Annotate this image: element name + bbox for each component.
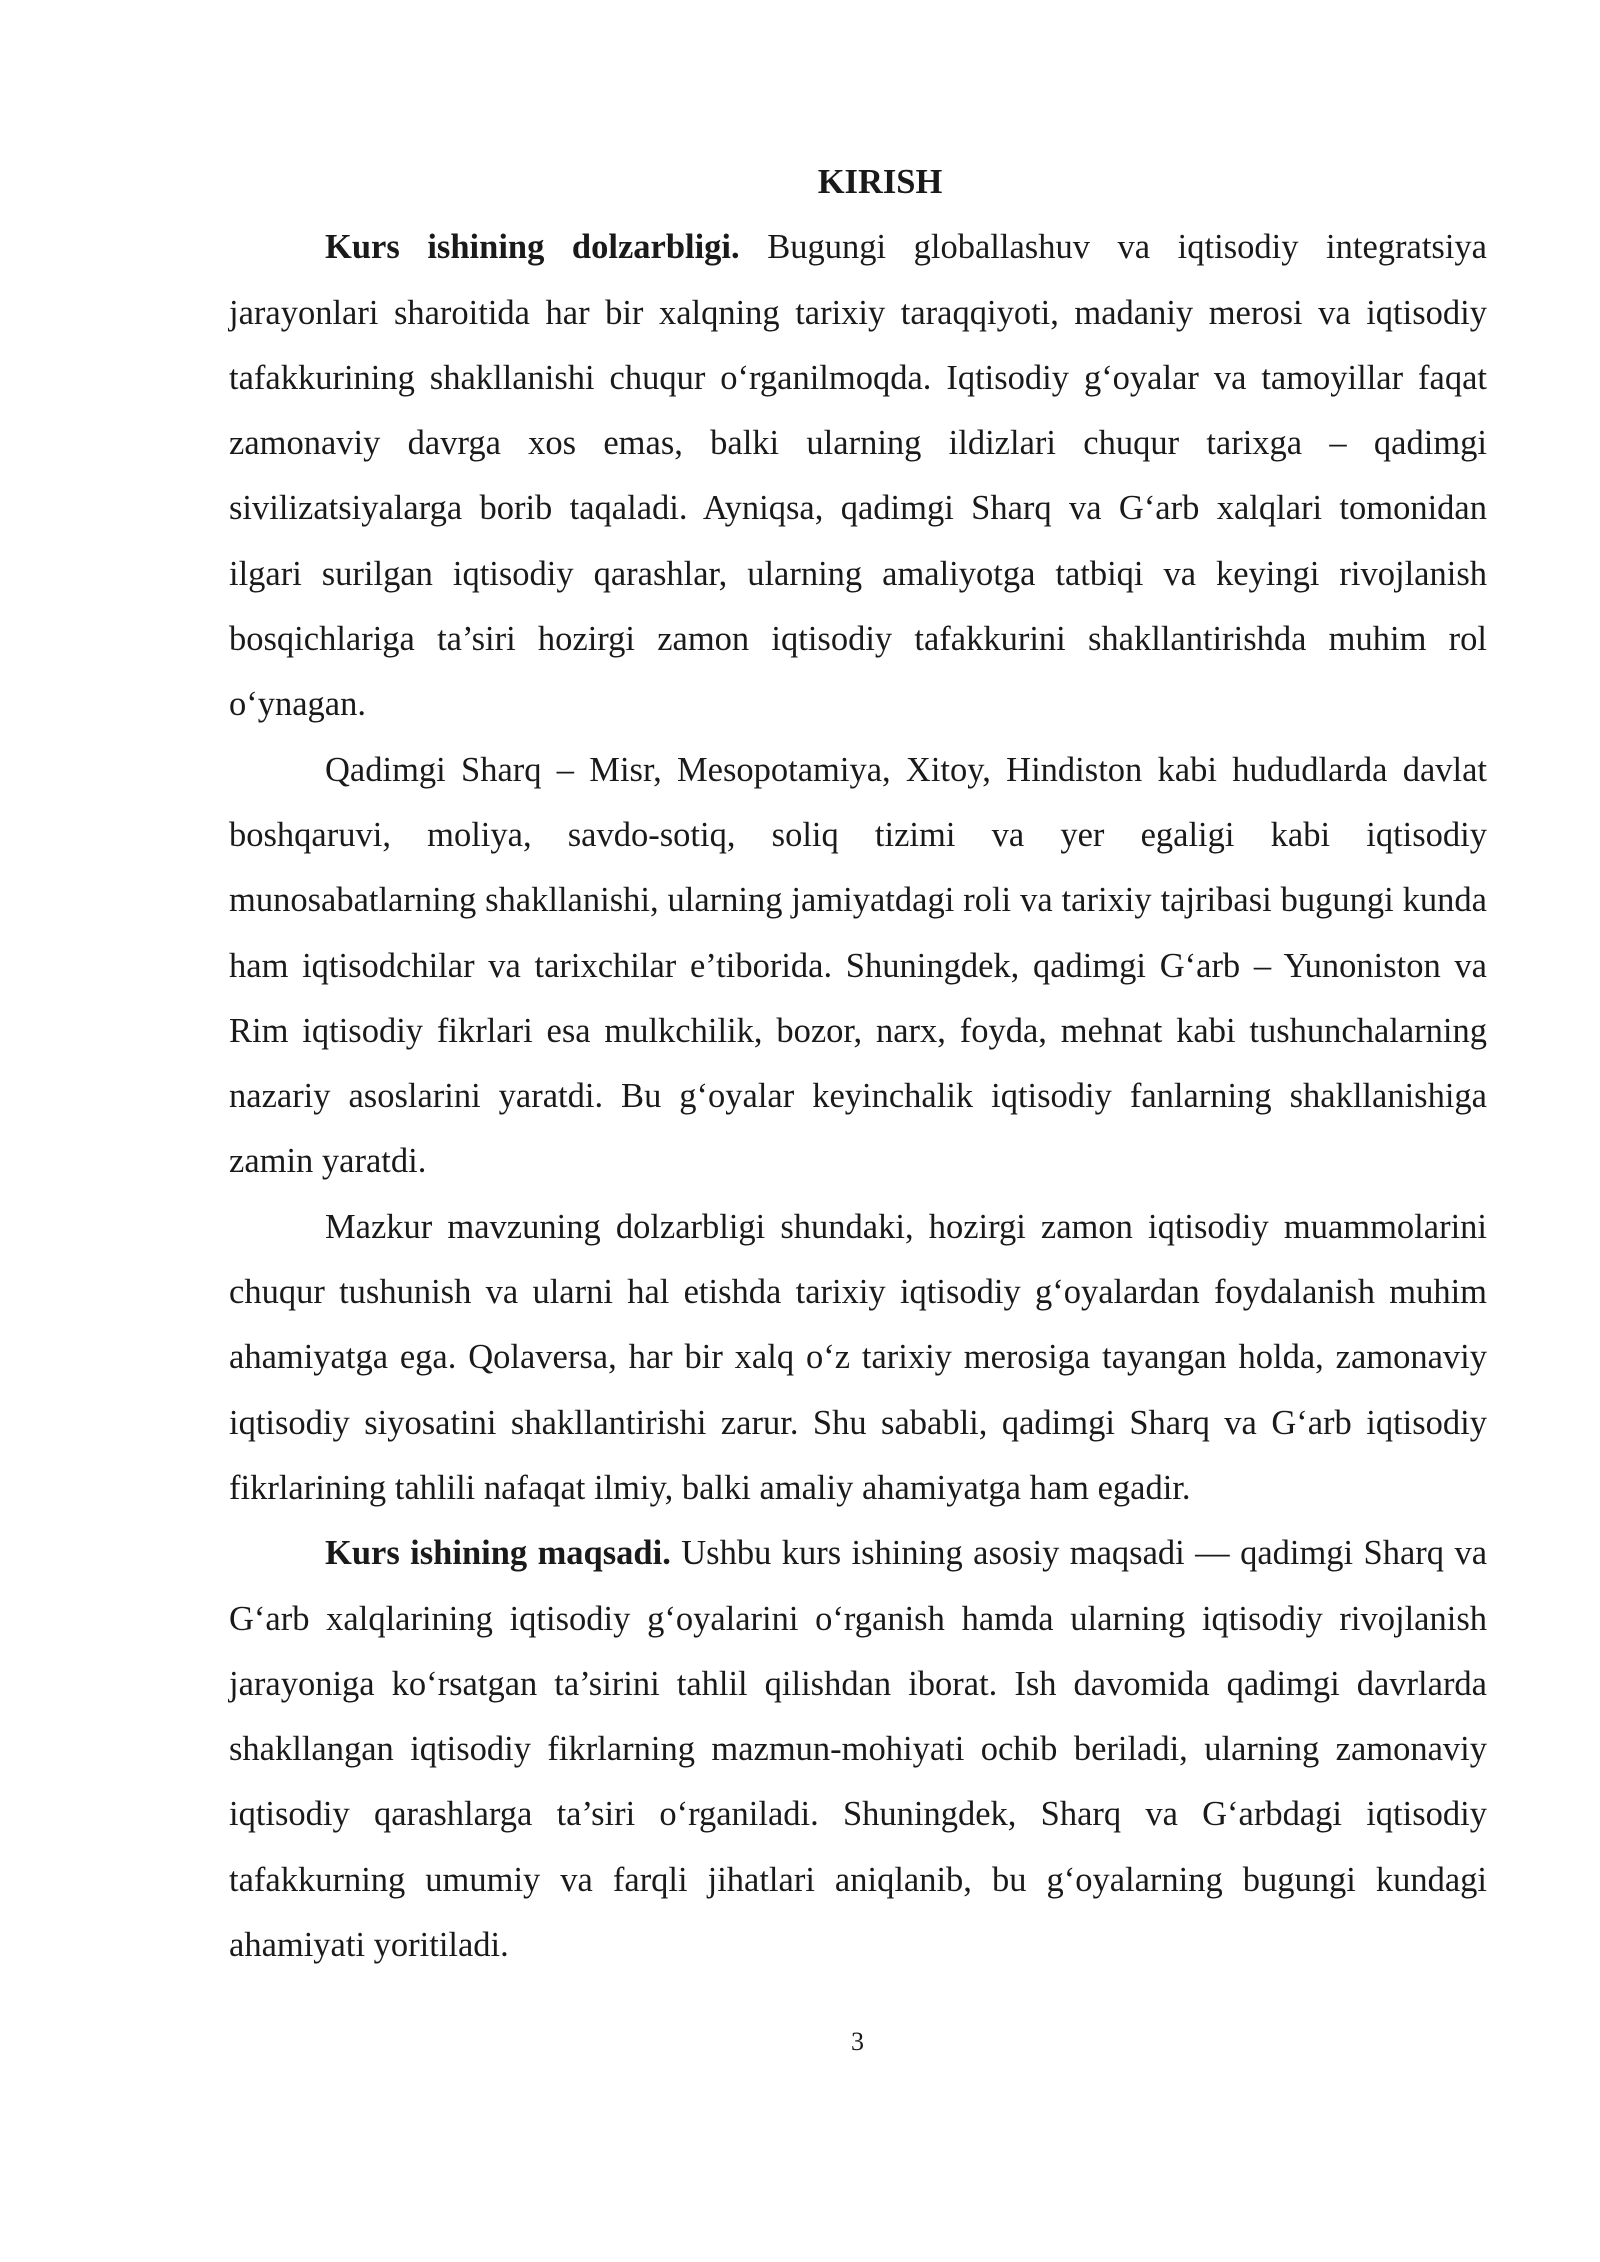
paragraph-text: Bugungi globallashuv va iqtisodiy integratsiya jarayonlari sharoitida har bir xalqning tarixiy taraqqiyoti, madaniy merosi va iqtisodiy tafakkurining shakllanishi chuqur o‘rganilmoqda. Iqtisodiy g‘oyalar va tamoyillar faqat zamonaviy davrga xos emas, balki ularning ildizlari chuqur tarixga – qadimgi sivilizatsiyalarga borib taqaladi. Ayniqsa, qadimgi Sharq va G‘arb xalqlari tomonidan ilgari surilgan iqtisodiy qarashlar, ularning amaliyotga tatbiqi va keyingi rivojlanish bosqichlariga ta’siri hozirgi zamon iqtisodiy tafakkurini shakllantirishda muhim rol o‘ynagan. xyxy=(229,228,1487,724)
section-title: KIRISH xyxy=(817,163,943,201)
paragraph-text: Mazkur mavzuning dolzarbligi shundaki, hozirgi zamon iqtisodiy muammolarini chuqur tushunish va ularni hal etishda tarixiy iqtisodiy g‘oyalardan foydalanish muhim ahamiyatga ega. Qolaversa, har bir xalq o‘z tarixiy merosiga tayangan holda, zamonaviy iqtisodiy siyosatini shakllantirishi zarur. Shu sababli, qadimgi Sharq va G‘arb iqtisodiy fikrlarining tahlili nafaqat ilmiy, balki amaliy ahamiyatga ham egadir. xyxy=(229,1207,1487,1507)
paragraph-topic-relevance xyxy=(229,1195,1487,1521)
page-content xyxy=(229,150,1487,1978)
paragraph-goal xyxy=(229,1521,1487,1978)
page-number: 3 xyxy=(851,2027,864,2056)
paragraph-text: Qadimgi Sharq – Misr, Mesopotamiya, Xitoy, Hindiston kabi hududlarda davlat boshqaruvi, moliya, savdo-sotiq, soliq tizimi va yer egaligi kabi iqtisodiy munosabatlarning shakllanishi, ularning jamiyatdagi roli va tarixiy tajribasi bugungi kunda ham iqtisodchilar va tarixchilar e’tiborida. Shuningdek, qadimgi G‘arb – Yunoniston va Rim iqtisodiy fikrlari esa mulkchilik, bozor, narx, foyda, mehnat kabi tushunchalarning nazariy asoslarini yaratdi. Bu g‘oyalar keyinchalik iqtisodiy fanlarning shakllanishiga zamin yaratdi. xyxy=(229,750,1487,1181)
paragraph-lead: Kurs ishining maqsadi. xyxy=(325,1534,671,1573)
paragraph-lead: Kurs ishining dolzarbligi. xyxy=(325,228,740,267)
paragraph-text: Ushbu kurs ishining asosiy maqsadi — qadimgi Sharq va G‘arb xalqlarining iqtisodiy g‘oyalarini o‘rganish hamda ularning iqtisodiy rivojlanish jarayoniga ko‘rsatgan ta’sirini tahlil qilishdan iborat. Ish davomida qadimgi davrlarda shakllangan iqtisodiy fikrlarning mazmun-mohiyati ochib beriladi, ularning zamonaviy iqtisodiy qarashlarga ta’siri o‘rganiladi. Shuningdek, Sharq va G‘arbdagi iqtisodiy tafakkurning umumiy va farqli jihatlari aniqlanib, bu g‘oyalarning bugungi kundagi ahamiyati yoritiladi. xyxy=(229,1534,1488,1965)
paragraph-ancient-east xyxy=(229,738,1487,1195)
paragraph-relevance xyxy=(229,215,1487,737)
